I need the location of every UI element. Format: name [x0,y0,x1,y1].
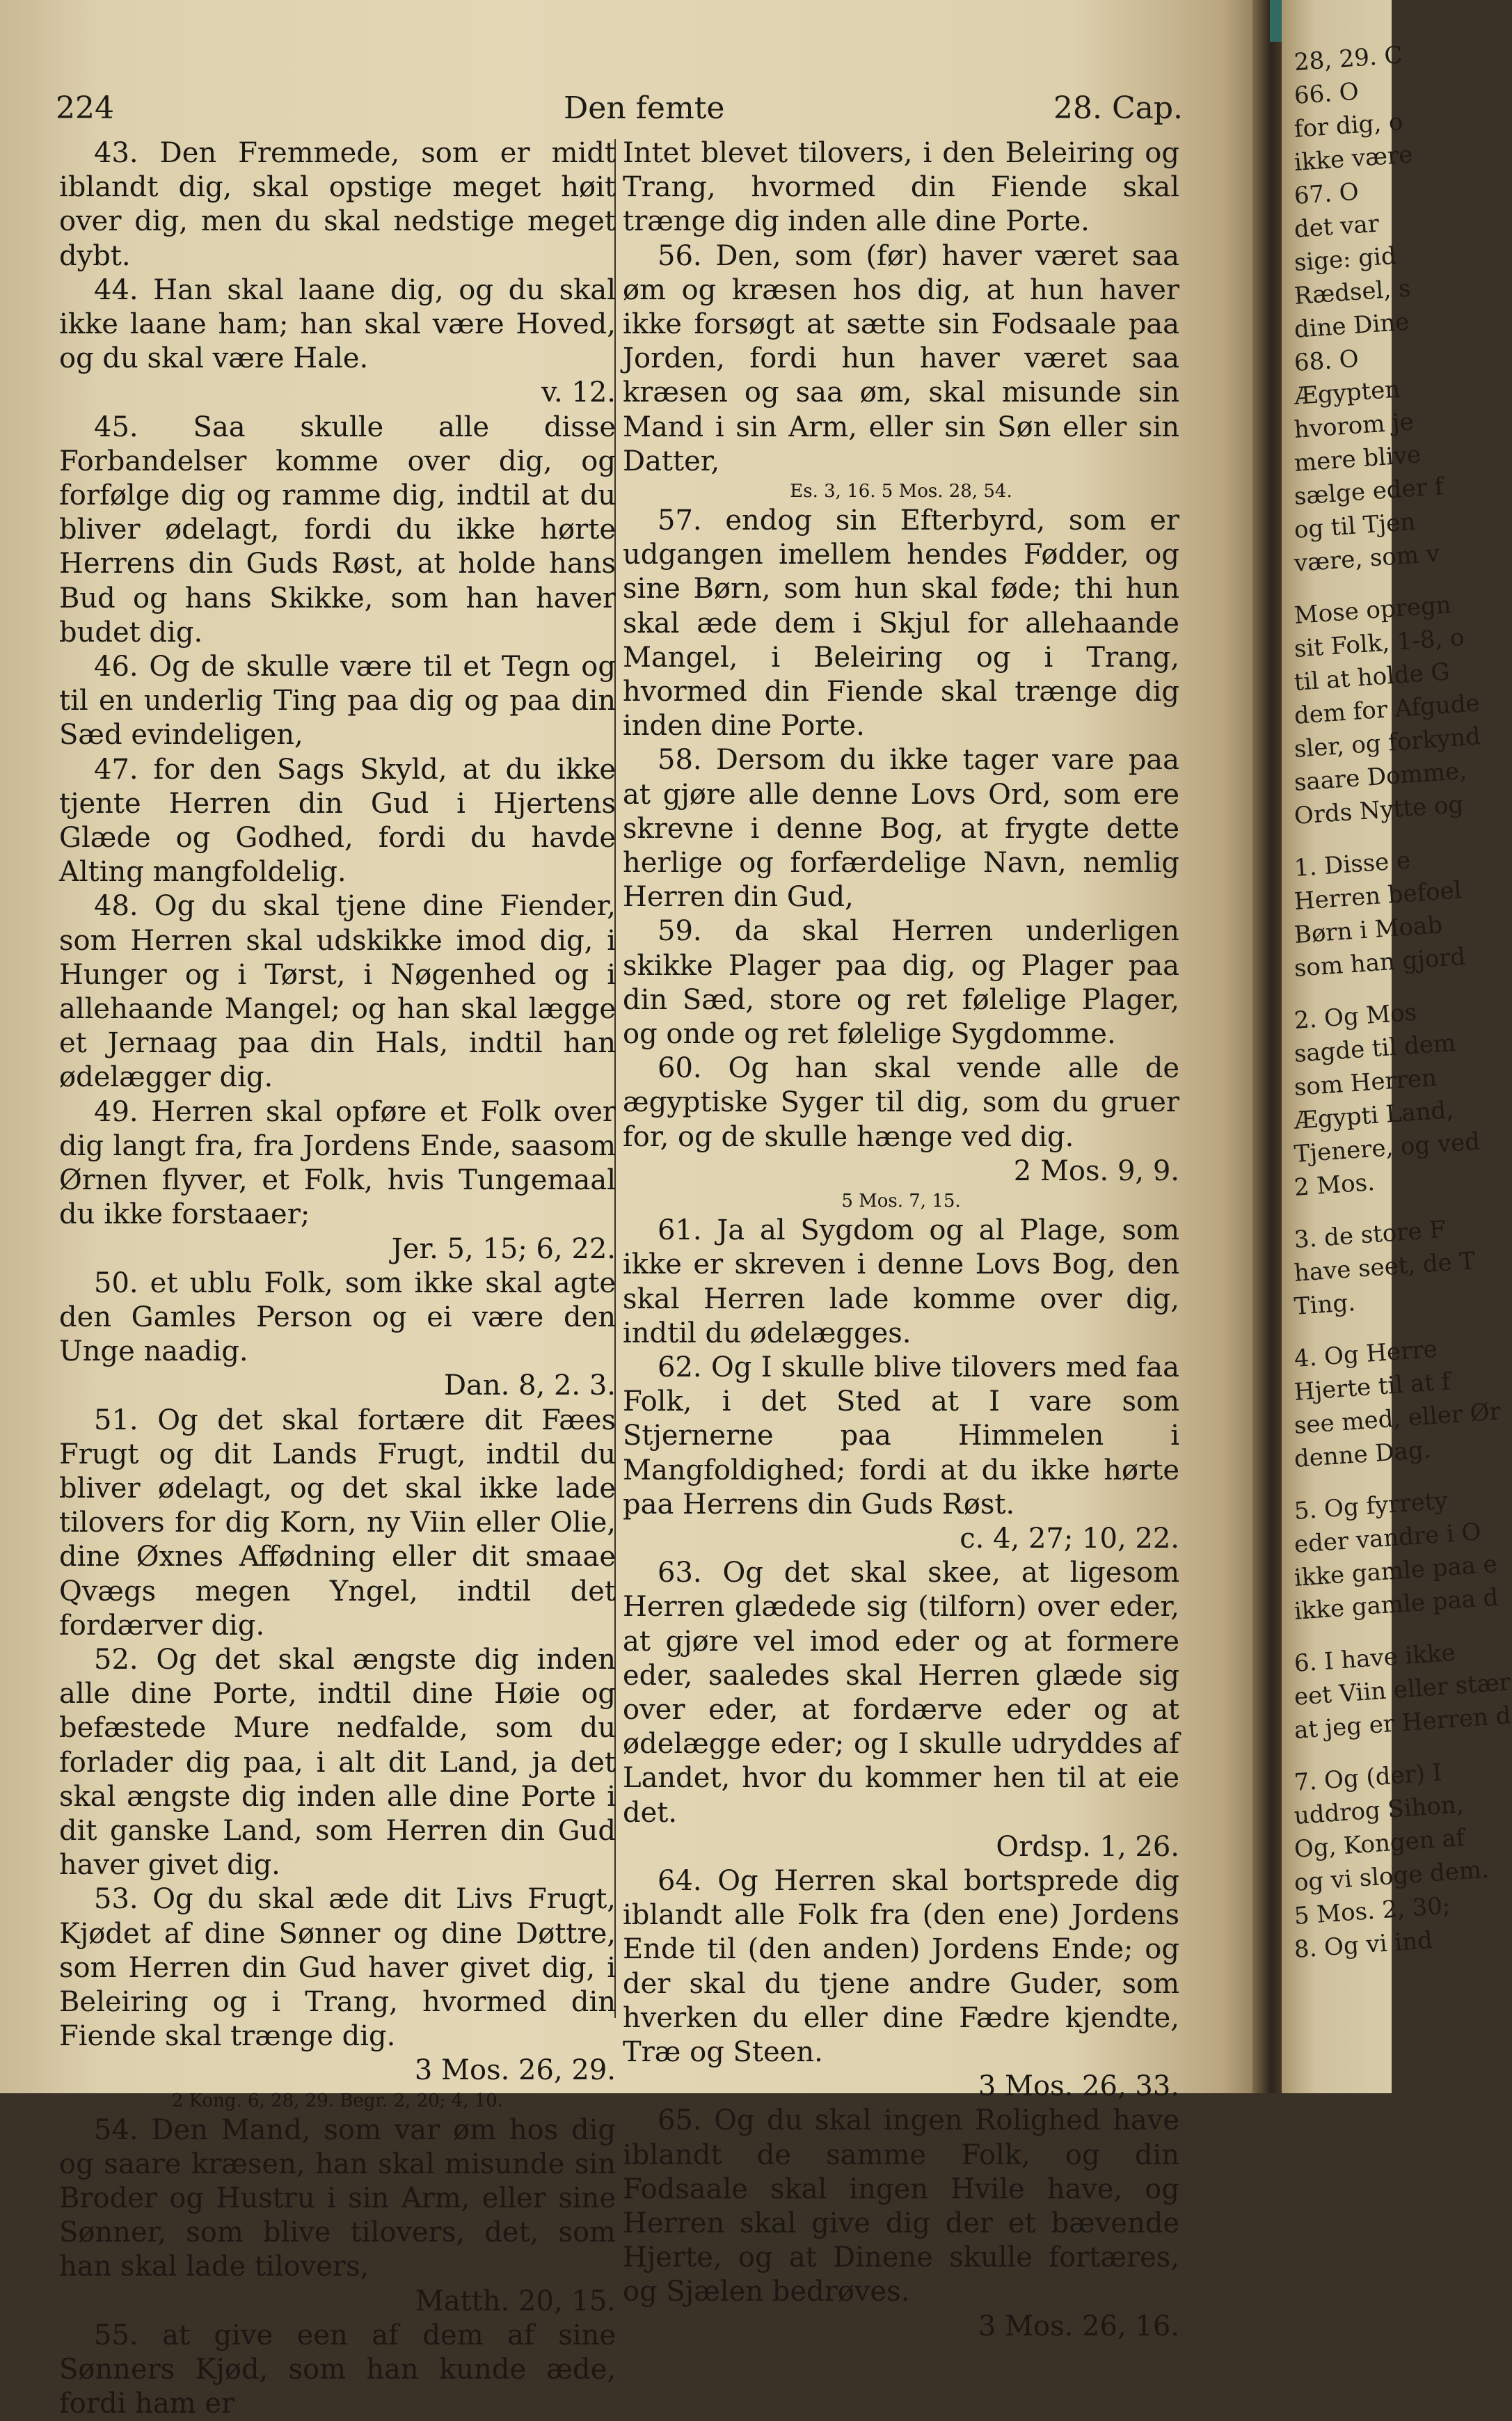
verse-number: 45. [94,411,193,443]
facing-page-text-fragment: 67. O [1293,177,1360,210]
verse [623,1556,1179,1864]
verse-number: 54. [94,2113,152,2146]
verse-number: 61. [658,1214,717,1247]
verse-text: Ja al Sygdom og al Plage, som ikke er skreven i denne Lovs Bog, den skal Herren lade komme over dig, indtil du ødelægges. [623,1214,1179,1349]
verse [59,1643,616,1882]
verse-text: Og det skal skee, at ligesom Herren glædede sig (tilforn) over eder, at gjøre vel imod eder og at formere eder, saaledes skal Herren glæde sig over eder, at fordærve eder og at ødelægge eder; og I skulle udryddes af Landet, hvor du kommer hen til at eie det. [623,1557,1179,1829]
verse-text: Og I skulle blive tilovers med faa Folk, i det Sted at I vare som Stjernerne paa Himmelen i Mangfoldighed; fordi at du ikke hørte paa Herrens din Guds Røst. [623,1351,1179,1521]
verse-text: da skal Herren underligen skikke Plager paa dig, og Plager paa din Sæd, store og ret følelige Plager, og onde og ret følelige Sygdomme. [623,915,1180,1051]
verse [59,2319,616,2421]
facing-page-text-fragment: sige: gid [1293,241,1397,277]
verse-text: Den, som (før) haver været saa øm og kræsen hos dig, at hun haver ikke forsøgt at sætte sin Fodsaale paa Jorden, fordi hun haver været saa kræsen og saa øm, skal misunde sin Mand i sin Arm, eller sin Søn eller sin Datter, [623,239,1180,477]
bookmark-ribbon [1270,0,1282,42]
facing-page-text-fragment: sælge eder f [1293,473,1445,511]
cross-reference: Dan. 8, 2. 3. [443,1370,616,1402]
facing-page-text-fragment: sler, og forkynd [1293,722,1482,763]
facing-page-text-fragment: 1. Disse e [1293,846,1412,882]
page-header [56,90,1183,132]
facing-page-text-fragment: 5. Og fyrrety [1293,1486,1449,1525]
verse [623,136,1179,239]
verse-number: 43. [94,137,160,169]
verse-number: 44. [94,273,154,306]
cross-reference: 3 Mos. 26, 29. [414,2054,616,2087]
facing-page-text-fragment: 4. Og Herre [1293,1335,1438,1373]
facing-page-text-fragment: hvorom je [1293,408,1415,444]
facing-page-text-fragment: dem for Afgude [1293,689,1481,730]
verse-text: Og du skal æde dit Livs Frugt, Kjødet af dine Sønner og dine Døttre, som Herren din Gud haver givet dig, i Beleiring og i Trang, hvormed din Fiende skal trænge dig. [59,1883,616,2053]
cross-reference: Ordsp. 1, 26. [996,1830,1179,1863]
running-title: Den femte [564,90,725,126]
verse [623,239,1179,479]
facing-page-text-fragment: mere blive [1293,440,1422,477]
verse-number: 52. [94,1643,157,1676]
verse [623,1214,1179,1351]
verse-text: Og det skal ængste dig inden alle dine Porte, indtil dine Høie og befæstede Mure nedfalde, som du forlader dig paa, i alt dit Land, ja det skal ængste dig inden alle dine Porte i dit ganske Land, som Herren din Gud haver givet dig. [59,1643,616,1882]
facing-page-text-fragment: Børn i Moab [1293,911,1444,949]
facing-page-text-fragment: som han gjord [1293,942,1467,983]
verse-text: Intet blevet tilovers, i den Beleiring og Trang, hvormed din Fiende skal trænge dig inden alle dine Porte. [623,137,1179,238]
verse-number: 64. [658,1864,718,1897]
verse [623,2104,1179,2343]
facing-page-text-fragment: 68. O [1293,344,1360,377]
facing-page-text-fragment: ikke gamle paa d [1293,1583,1499,1626]
facing-page-text-fragment: 3. de store F [1293,1215,1447,1254]
footnote-reference: 5 Mos. 7, 15. [841,1191,961,1212]
verse [623,914,1179,1051]
verse-number: 60. [658,1052,729,1085]
book-gutter [1252,0,1286,2093]
footnote-reference: Es. 3, 16. 5 Mos. 28, 54. [790,481,1012,502]
verse-number: 50. [94,1267,150,1299]
verse-text: Dersom du ikke tager vare paa at gjøre alle denne Lovs Ord, som ere skrevne i denne Bog, at frygte dette herlige og forfærdelige Navn, nemlig Herren din Gud, [623,744,1179,914]
facing-page-text-fragment: være, som v [1293,539,1441,578]
cross-reference: v. 12. [541,376,616,409]
facing-page-text-fragment: Herren befoel [1293,876,1463,916]
verse [623,504,1179,743]
facing-page-text-fragment: 2 Mos. [1293,1168,1376,1202]
facing-page-text-fragment: Og, Kongen af [1293,1823,1466,1864]
verse [59,650,616,753]
verse-number: 63. [658,1557,723,1589]
verse [623,1864,1179,2104]
facing-page-text-fragment: sagde til dem [1293,1029,1457,1068]
verse-text: et ublu Folk, som ikke skal agte den Gamles Person og ei være den Unge naadig. [59,1267,616,1368]
facing-page-text-fragment: Rædsel, s [1293,274,1412,310]
verse [623,1351,1179,1556]
facing-page-text-fragment: Ting. [1293,1288,1357,1321]
cross-reference: Matth. 20, 15. [415,2285,616,2317]
facing-page-text-fragment: denne Dag. [1293,1436,1432,1473]
facing-page-text-fragment: til at holde G [1293,658,1451,697]
verse-number: 57. [658,505,726,537]
facing-page-text-fragment: Ords Nytte og [1293,791,1465,830]
cross-reference: 2 Mos. 9, 9. [1013,1154,1179,1187]
facing-page-edge [1282,0,1512,2093]
verse [59,1404,616,1643]
verse-number: 55. [94,2319,163,2351]
facing-page-text-fragment: for dig, o [1293,108,1404,143]
facing-page-text-fragment: eet Viin eller stær [1293,1668,1512,1711]
left-text-column [59,136,616,2421]
facing-page-text-fragment: see med, eller Ør [1293,1397,1502,1440]
cross-reference: 3 Mos. 26, 16. [978,2310,1179,2342]
verse [59,889,616,1095]
facing-page-text-fragment: Ægypten [1293,375,1401,411]
verse-text: at give een af dem af sine Sønners Kjød, som han kunde æde, fordi ham er [59,2319,616,2420]
facing-page-text-fragment: saare Domme, [1293,756,1468,797]
facing-page-text-fragment: sit Folk, 1-8, o [1293,623,1465,663]
facing-page-text-fragment: og vi sloge dem. [1293,1855,1490,1897]
facing-page-text-fragment: 66. O [1293,77,1360,110]
verse-text: for den Sags Skyld, at du ikke tjente Herren din Gud i Hjertens Glæde og Godhed, fordi du havde Alting mangfoldelig. [59,753,616,889]
verse-number: 46. [94,651,150,683]
verse [623,1051,1179,1189]
facing-page-text-fragment: Hjerte til at f [1293,1367,1451,1406]
verse [59,136,616,273]
facing-page-text-fragment: ikke være [1293,141,1414,177]
facing-page-text-fragment: 7. Og (der) I [1293,1759,1443,1797]
verse [59,1267,616,1404]
facing-page-text-fragment: eder vandre i O [1293,1518,1482,1559]
page-number: 224 [56,90,114,126]
verse-text: Og de skulle være til et Tegn og til en underlig Ting paa dig og paa din Sæd evindeligen, [59,651,616,752]
verse-number: 49. [94,1095,152,1128]
verse-number: 62. [658,1351,711,1383]
facing-page-text-fragment: Mose opregn [1293,591,1452,630]
facing-page-text-fragment: Tjenere, og ved [1293,1127,1481,1168]
right-text-column [623,136,1179,2344]
facing-page-text-fragment: dine Dine [1293,308,1410,344]
facing-page-text-fragment: det var [1293,209,1380,244]
facing-page-text-fragment: Ægypti Land, [1293,1096,1455,1135]
verse [59,2113,616,2319]
chapter-label: 28. Cap. [1053,90,1183,126]
cross-reference: c. 4, 27; 10, 22. [960,1522,1179,1555]
verse [623,743,1179,914]
footnote-reference: 2 Kong. 6, 28, 29. Begr. 2, 20; 4, 10. [171,2090,504,2111]
verse-number: 56. [658,239,716,272]
verse-text: Han skal laane dig, og du skal ikke laane ham; han skal være Hoved, og du skal være Hale. [59,273,616,375]
facing-page-text-fragment: uddrog Sihon, [1293,1791,1465,1830]
verse-number: 53. [94,1883,153,1916]
verse [59,1095,616,1267]
verse-text: Saa skulle alle disse Forbandelser komme over dig, og forfølge dig og ramme dig, indtil at du bliver ødelagt, fordi du ikke hørte Herrens din Guds Røst, at holde hans Bud og hans Skikke, som han haver budet dig. [59,411,616,649]
verse-text: endog sin Efterbyrd, som er udgangen imellem hendes Fødder, og sine Børn, som hun skal føde; thi hun skal æde dem i Skjul for allehaande Mangel, i Beleiring og i Trang, hvormed din Fiende skal trænge dig inden dine Porte. [623,505,1179,743]
verse-number: 58. [658,744,716,777]
cross-reference: Jer. 5, 15; 6, 22. [391,1232,616,1265]
verse-number: 59. [658,915,735,948]
verse [59,273,616,411]
cross-reference: 3 Mos. 26, 33. [978,2070,1179,2103]
facing-page-text-fragment: have seet, de T [1293,1246,1477,1287]
verse-number: 51. [94,1404,158,1436]
facing-page-text-fragment: som Herren [1293,1063,1438,1102]
facing-page-text-fragment: 8. Og vi ind [1293,1926,1434,1964]
verse-number: 65. [658,2104,715,2137]
verse-text: Og du skal ingen Rolighed have iblandt de samme Folk, og din Fodsaale skal ingen Hvile have, og Herren skal give dig der et bævende Hjerte, og at Dinene skulle fortæres, og Sjælen bedrøves. [623,2104,1179,2308]
verse-number: 48. [94,890,154,923]
facing-page-text-fragment: 2. Og Mos [1293,998,1418,1035]
facing-page-text-fragment: at jeg er Herren d [1293,1701,1512,1745]
verse [59,1882,616,2088]
facing-page-text-fragment: ikke gamle paa e [1293,1550,1499,1592]
verse-text: Og det skal fortære dit Fæes Frugt og dit Lands Frugt, indtil du bliver ødelagt, og det skal ikke lade tilovers for dig Korn, ny Viin eller Olie, dine Øxnes Affødning eller dit smaae Qvægs megen Yngel, indtil det fordærver dig. [59,1404,616,1642]
verse-text: Og han skal vende alle de ægyptiske Syger til dig, som du gruer for, og de skulle hænge ved dig. [623,1052,1179,1153]
facing-page-text-fragment: 28, 29. C [1293,41,1403,77]
facing-page-text-fragment: 5 Mos. 2, 30; [1293,1891,1451,1930]
verse-text: Og du skal tjene dine Fiender, som Herren skal udskikke imod dig, i Hunger og i Tørst, i Nøgenhed og i allehaande Mangel; og han skal lægge et Jernaag paa din Hals, indtil han ødelægger dig. [59,890,616,1094]
facing-page-text-fragment: og til Tjen [1293,507,1417,544]
facing-page-text-fragment: 6. I have ikke [1293,1638,1456,1678]
verse-text: Og Herren skal bortsprede dig iblandt alle Folk fra (den ene) Jordens Ende til (den anden) Jordens Ende; og der skal du tjene andre Guder, som hverken du eller dine Fædre kjendte, Træ og Steen. [623,1864,1179,2068]
verse-text: Den Mand, som var øm hos dig og saare kræsen, han skal misunde sin Broder og Hustru i sin Arm, eller sine Sønner, som blive tilovers, det, som han skal lade tilovers, [59,2113,616,2283]
verse-text: Den Fremmede, som er midt iblandt dig, skal opstige meget høit over dig, men du skal nedstige meget dybt. [59,137,616,272]
verse-number: 47. [94,753,154,786]
verse [59,753,616,890]
verse-text: Herren skal opføre et Folk over dig langt fra, fra Jordens Ende, saasom Ørnen flyver, et Folk, hvis Tungemaal du ikke forstaaer; [59,1095,616,1231]
verse [59,411,616,650]
